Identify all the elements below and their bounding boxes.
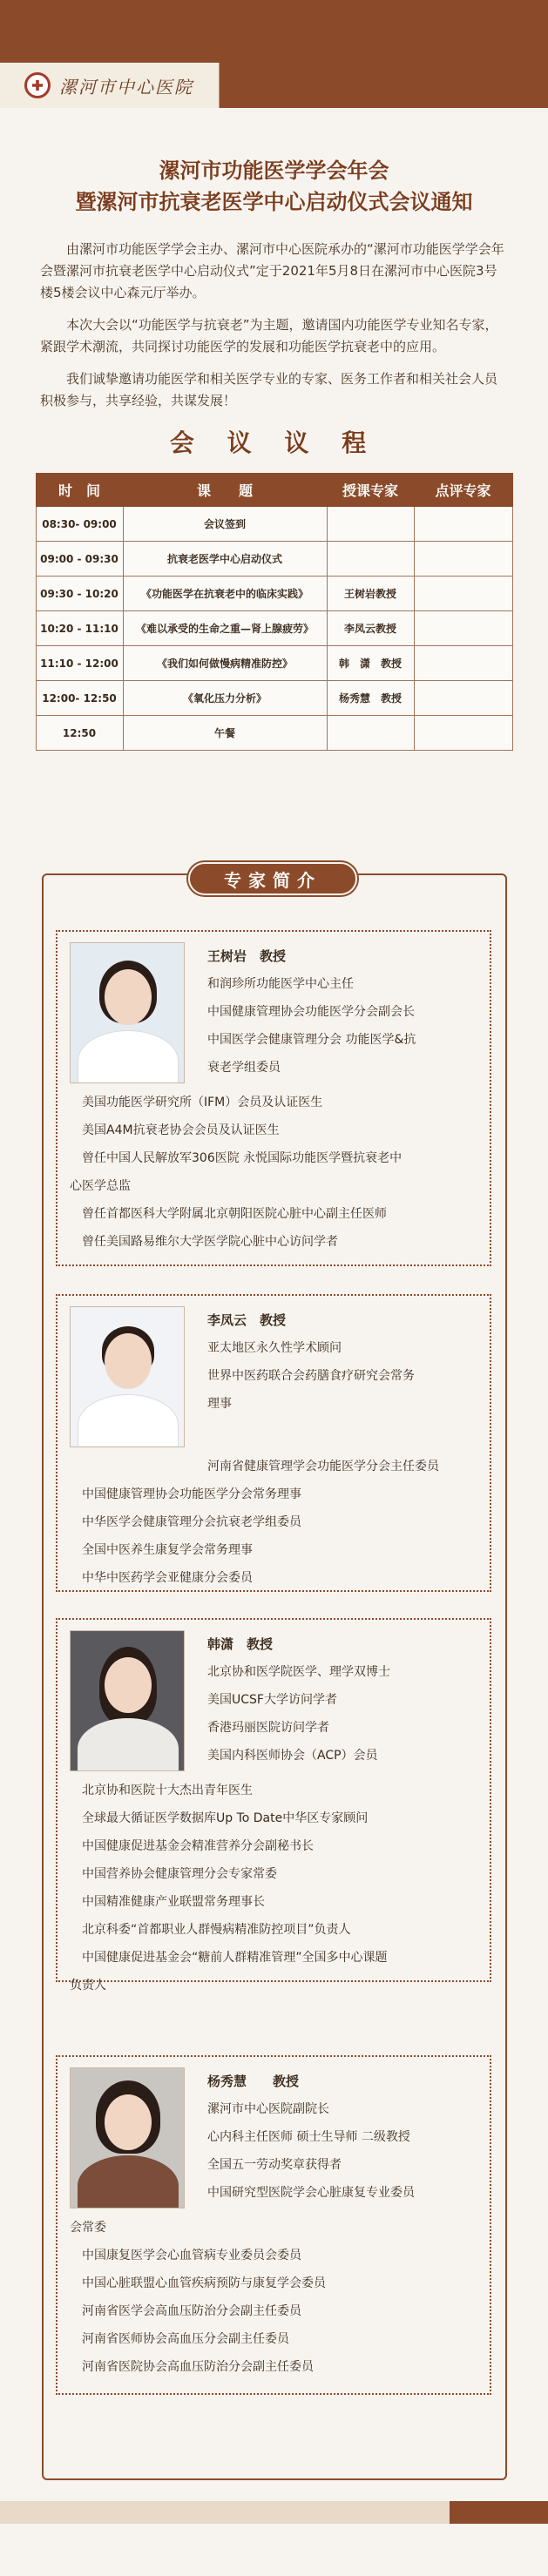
intro-paragraph: 本次大会以“功能医学与抗衰老”为主题，邀请国内功能医学专业知名专家，紧跟学术潮流，共同探讨功能医学的发展和功能医学抗衰老中的应用。 [40, 317, 498, 354]
expert-bio-line: 中国营养协会健康管理分会专家常委 [82, 1867, 277, 1881]
expert-name: 王树岩 教授 [207, 948, 287, 964]
table-row [36, 681, 512, 716]
header-topic: 课 题 [123, 474, 327, 507]
cell-lecturer [327, 507, 414, 542]
schedule-title: 会 议 议 程 [169, 428, 379, 457]
expert-bio-line: 中国健康促进基金会“糖前人群精准管理”全国多中心课题 [82, 1951, 388, 1965]
cell-time: 10:20 - 11:10 [36, 611, 123, 646]
cell-lecturer [327, 542, 414, 577]
expert-bio-line: 中国精准健康产业联盟常务理事长 [82, 1895, 265, 1909]
cell-lecturer [327, 716, 414, 751]
expert-bio-line: 中国医学会健康管理分会 功能医学&抗 [207, 1033, 416, 1047]
expert-card [56, 2055, 491, 2395]
intro-paragraph: 由漯河市功能医学学会主办、漯河市中心医院承办的“漯河市功能医学学会年会暨漯河市抗衰老医学中心启动仪式”定于2021年5月8日在漯河市中心医院3号楼5楼会议中心森元厅举办。 [40, 241, 504, 300]
expert-bio-line: 衰老学组委员 [207, 1061, 281, 1075]
expert-bio-line: 全球最大循证医学数据库Up To Date中华区专家顾问 [82, 1811, 369, 1825]
cell-topic: 抗衰老医学中心启动仪式 [123, 542, 327, 577]
top-banner [0, 0, 548, 63]
expert-name: 杨秀慧 教授 [207, 2074, 300, 2089]
title-line-2: 暨漯河市抗衰老医学中心启动仪式会议通知 [75, 190, 473, 214]
hospital-logo-icon [24, 72, 51, 98]
cell-topic: 《难以承受的生命之重—肾上腺疲劳》 [123, 611, 327, 646]
table-row [36, 507, 512, 542]
expert-bio-line: 美国内科医师协会（ACP）会员 [207, 1749, 378, 1763]
cell-topic: 会议签到 [123, 507, 327, 542]
logo-row [0, 63, 548, 108]
cell-time: 09:30 - 10:20 [36, 577, 123, 611]
expert-bio-line: 曾任中国人民解放军306医院 永悦国际功能医学暨抗衰老中 [82, 1151, 403, 1165]
expert-photo [70, 1306, 185, 1447]
expert-name: 李凤云 教授 [207, 1312, 287, 1328]
cell-lecturer: 杨秀慧 教授 [327, 681, 414, 716]
expert-bio-line: 中华医学会健康管理分会抗衰老学组委员 [82, 1515, 301, 1529]
cell-topic: 《功能医学在抗衰老中的临床实践》 [123, 577, 327, 611]
expert-bio-line: 中国康复医学会心血管病专业委员会委员 [82, 2249, 301, 2262]
expert-bio-line: 漯河市中心医院副院长 [207, 2102, 329, 2116]
expert-photo [70, 942, 185, 1083]
cell-time: 11:10 - 12:00 [36, 646, 123, 681]
expert-bio-line: 河南省医学会高血压防治分会副主任委员 [82, 2304, 301, 2318]
table-row [36, 542, 512, 577]
expert-bio-line: 北京协和医学院医学、理学双博士 [207, 1665, 390, 1679]
expert-bio-line: 理事 [207, 1397, 232, 1411]
expert-bio-line: 中国健康管理协会功能医学分会常务理事 [82, 1487, 301, 1501]
expert-card [56, 1294, 491, 1592]
experts-section-title: 专家简介 [188, 862, 357, 895]
expert-bio-line: 北京科委“首都职业人群慢病精准防控项目”负责人 [82, 1923, 351, 1937]
intro-paragraph: 我们诚挚邀请功能医学和相关医学专业的专家、医务工作者和相关社会人员积极参与，共享经验，共谋发展！ [40, 371, 498, 408]
expert-bio-line: 心医学总监 [70, 1179, 131, 1193]
notice-title [0, 155, 548, 218]
cell-reviewer [414, 542, 512, 577]
cell-lecturer: 王树岩教授 [327, 577, 414, 611]
expert-bio-line: 世界中医药联合会药膳食疗研究会常务 [207, 1369, 415, 1383]
cell-lecturer: 李凤云教授 [327, 611, 414, 646]
cell-lecturer: 韩 潇 教授 [327, 646, 414, 681]
title-line-1: 漯河市功能医学学会年会 [159, 158, 389, 183]
expert-photo [70, 1630, 185, 1771]
expert-bio-line: 美国A4M抗衰老协会会员及认证医生 [82, 1123, 280, 1137]
expert-bio-line: 和润珍所功能医学中心主任 [207, 977, 354, 991]
expert-name: 韩潇 教授 [207, 1636, 274, 1652]
expert-bio-line: 曾任首都医科大学附属北京朝阳医院心脏中心副主任医师 [82, 1207, 387, 1221]
table-row [36, 646, 512, 681]
expert-bio-line: 中国健康促进基金会精准营养分会副秘书长 [82, 1839, 314, 1853]
cell-time: 12:00- 12:50 [36, 681, 123, 716]
header-lecturer: 授课专家 [327, 474, 414, 507]
expert-bio-line: 河南省健康管理学会功能医学分会主任委员 [207, 1460, 439, 1473]
expert-bio-line: 香港玛丽医院访问学者 [207, 1721, 329, 1735]
cell-time: 08:30- 09:00 [36, 507, 123, 542]
expert-bio-line: 河南省医师协会高血压分会副主任委员 [82, 2332, 289, 2346]
expert-bio-line: 全国中医养生康复学会常务理事 [82, 1543, 253, 1557]
schedule-table [36, 473, 513, 751]
table-row [36, 716, 512, 751]
cell-reviewer [414, 611, 512, 646]
expert-photo [70, 2067, 185, 2208]
expert-bio-line: 美国功能医学研究所（IFM）会员及认证医生 [82, 1096, 323, 1109]
expert-card [56, 1618, 491, 1993]
expert-bio-line: 曾任美国路易维尔大学医学院心脏中心访问学者 [82, 1235, 338, 1249]
table-row [36, 577, 512, 611]
expert-bio-line: 全国五一劳动奖章获得者 [207, 2158, 342, 2172]
cell-topic: 《我们如何做慢病精准防控》 [123, 646, 327, 681]
expert-bio-line: 中国研究型医院学会心脏康复专业委员 [207, 2186, 415, 2200]
header-reviewer: 点评专家 [414, 474, 512, 507]
expert-bio-line: 中国心脏联盟心血管疾病预防与康复学会委员 [82, 2276, 326, 2290]
intro-text [0, 218, 548, 412]
cell-topic: 午餐 [123, 716, 327, 751]
cell-reviewer [414, 507, 512, 542]
cell-reviewer [414, 716, 512, 751]
expert-bio-line: 河南省医院协会高血压防治分会副主任委员 [82, 2360, 314, 2374]
expert-card [56, 930, 491, 1266]
expert-bio-line: 北京协和医院十大杰出青年医生 [82, 1784, 253, 1797]
expert-bio-line: 负责人 [70, 1979, 106, 1993]
footer-bar [0, 2501, 548, 2524]
cell-time: 09:00 - 09:30 [36, 542, 123, 577]
expert-bio-line: 美国UCSF大学访问学者 [207, 1693, 337, 1707]
header-time: 时 间 [36, 474, 123, 507]
expert-bio-line: 亚太地区永久性学术顾问 [207, 1341, 342, 1355]
hospital-name: 漯河市中心医院 [59, 76, 193, 98]
expert-bio-line: 中国健康管理协会功能医学分会副会长 [207, 1005, 415, 1019]
cell-reviewer [414, 681, 512, 716]
cell-reviewer [414, 646, 512, 681]
expert-bio-line: 会常委 [70, 2221, 106, 2235]
cell-topic: 《氧化压力分析》 [123, 681, 327, 716]
cell-time: 12:50 [36, 716, 123, 751]
expert-bio-line: 中华中医药学会亚健康分会委员 [82, 1571, 253, 1585]
schedule-header-row [36, 474, 512, 507]
cell-reviewer [414, 577, 512, 611]
table-row [36, 611, 512, 646]
expert-bio-line: 心内科主任医师 硕士生导师 二级教授 [207, 2130, 410, 2144]
